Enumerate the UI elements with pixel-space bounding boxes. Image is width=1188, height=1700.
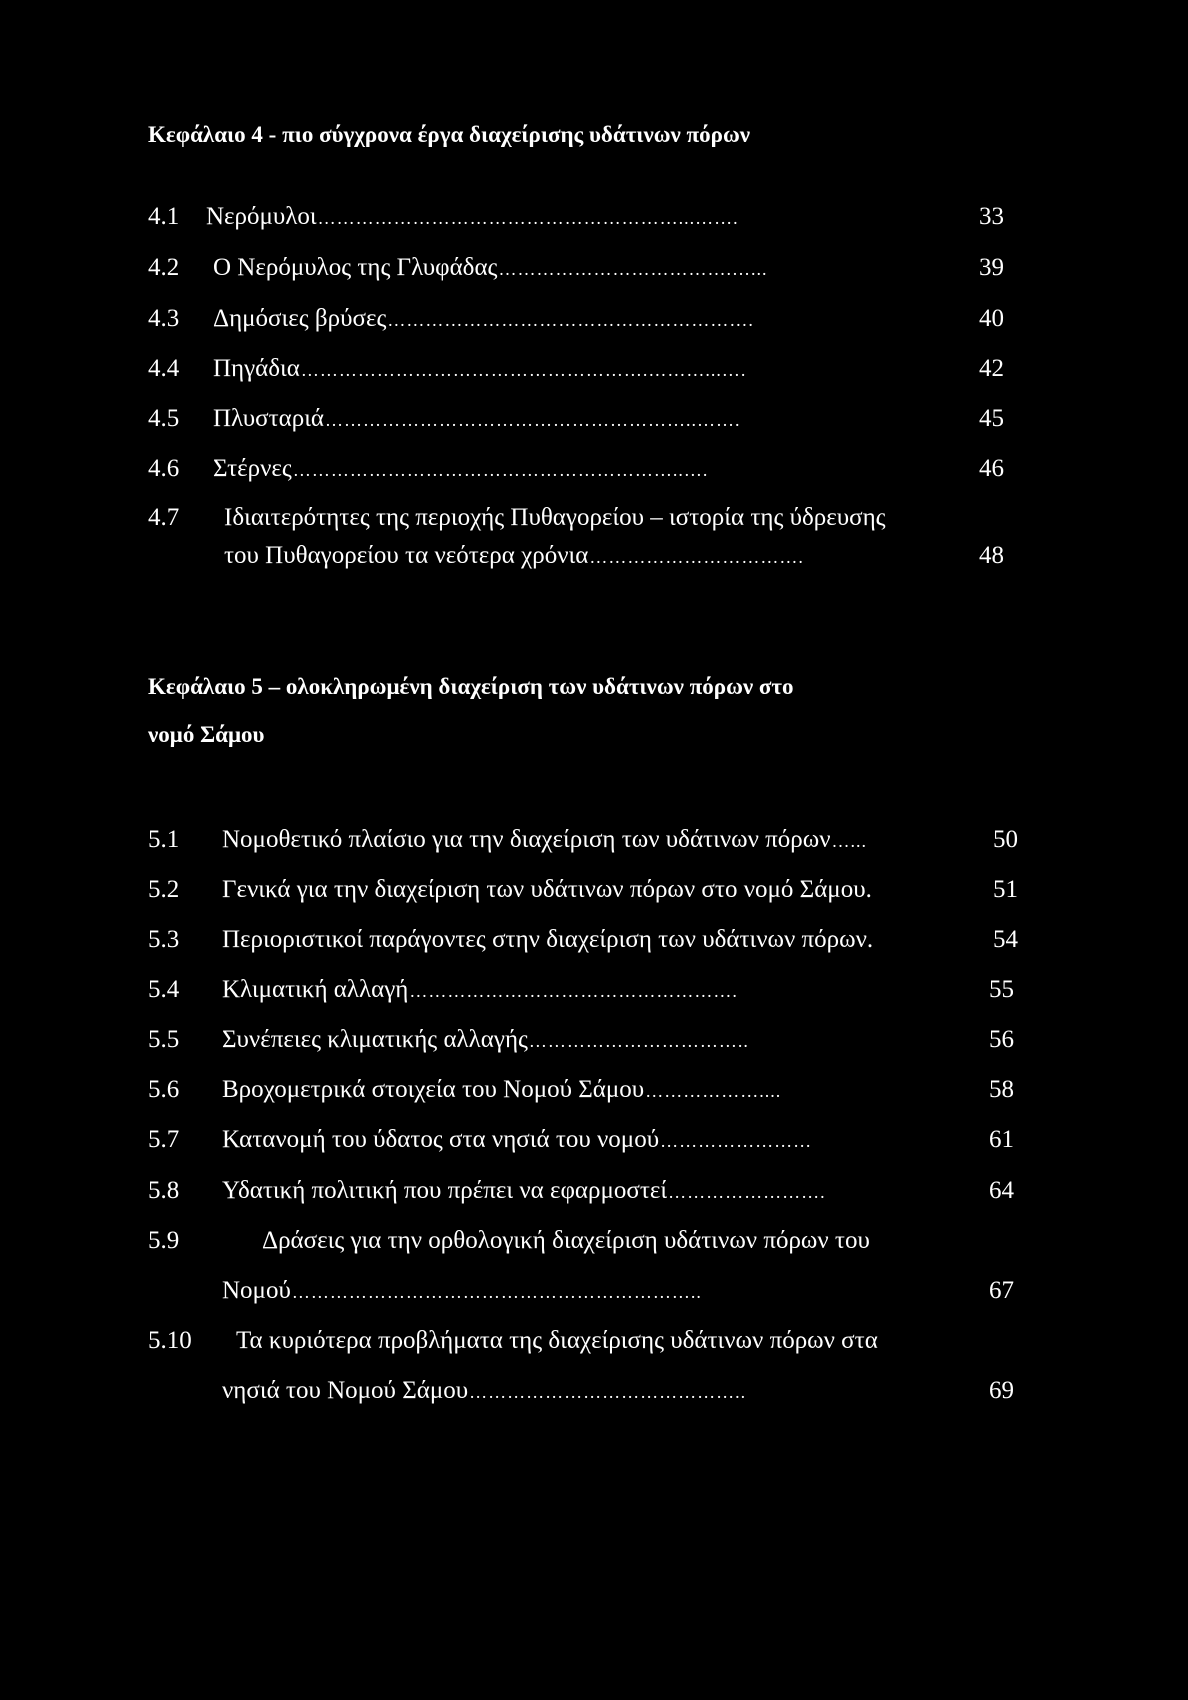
dot-leader: ……………………. [668, 1182, 826, 1202]
dot-leader: ……………………………………………….………...…. [300, 360, 747, 380]
page-number: 33 [979, 203, 1004, 230]
chapter-5-heading: Κεφάλαιο 5 – ολοκληρωμένη διαχείριση των υδάτινων πόρων στο [148, 674, 794, 699]
section-title: Κατανομή του ύδατος στα νησιά του νομού [222, 1126, 660, 1153]
section-number: 4.6 [148, 455, 180, 482]
section-number: 5.8 [148, 1177, 180, 1204]
section-title-line2: Νομού [222, 1277, 291, 1304]
section-title: Γενικά για την διαχείριση των υδάτινων πόρων στο νομό Σάμου. [222, 876, 872, 903]
section-number: 4.1 [148, 203, 180, 230]
page-number: 45 [979, 405, 1004, 432]
dot-leader: ……………………………………………………….. [291, 1282, 702, 1302]
section-title: Κλιματική αλλαγή [222, 976, 409, 1003]
dot-leader: …………………………………………………. [387, 310, 754, 330]
section-number: 4.4 [148, 355, 180, 382]
section-number: 4.2 [148, 254, 180, 281]
page-number: 67 [989, 1277, 1014, 1304]
page-number: 64 [989, 1177, 1014, 1204]
dot-leader: …………………………….. [528, 1031, 749, 1051]
page-number: 56 [989, 1026, 1014, 1053]
section-title: Στέρνες [213, 455, 292, 482]
page-number: 42 [979, 355, 1004, 382]
dot-leader: …………………… [660, 1131, 813, 1151]
section-number: 5.4 [148, 976, 180, 1003]
section-number: 5.10 [148, 1327, 192, 1354]
page-number: 46 [979, 455, 1004, 482]
section-title: Υδατική πολιτική που πρέπει να εφαρμοστεί [222, 1177, 668, 1204]
section-number: 5.7 [148, 1126, 180, 1153]
page-number: 48 [979, 542, 1004, 569]
toc-entry-5-10[interactable] [148, 1326, 1018, 1406]
section-title-line2: του Πυθαγορείου τα νεότερα χρόνια [224, 542, 589, 569]
section-title: Δημόσιες βρύσες [213, 305, 387, 332]
section-title-line2: νησιά του Νομού Σάμου [222, 1377, 469, 1404]
page-number: 55 [989, 976, 1014, 1003]
section-title: Νερόμυλοι [206, 203, 317, 230]
dot-leader: ……………………………….…... [498, 259, 768, 279]
section-title-line1: Δράσεις για την ορθολογική διαχείριση υδάτινων πόρων του [262, 1227, 870, 1254]
section-title: Πηγάδια [213, 355, 300, 382]
section-title: Ο Νερόμυλος της Γλυφάδας [213, 254, 498, 281]
page-number: 69 [989, 1377, 1014, 1404]
section-title: Συνέπειες κλιματικής αλλαγής [222, 1026, 528, 1053]
dot-leader: …………………………………….. [469, 1382, 747, 1402]
section-number: 5.9 [148, 1227, 180, 1254]
dot-leader: ……………………………………………………..…. [292, 460, 709, 480]
dot-leader: …... [831, 831, 867, 851]
section-number: 4.3 [148, 305, 180, 332]
dot-leader: ……………………………. [589, 547, 804, 567]
chapter-4-heading: Κεφάλαιο 4 - πιο σύγχρονα έργα διαχείρισης υδάτινων πόρων [148, 122, 751, 147]
section-title: Βροχομετρικά στοιχεία του Νομού Σάμου [222, 1076, 645, 1103]
section-number: 4.7 [148, 504, 180, 531]
chapter-5-heading-line2: νομό Σάμου [148, 722, 265, 747]
section-title: Νομοθετικό πλαίσιο για την διαχείριση των υδάτινων πόρων [222, 826, 831, 853]
section-title-line1: Τα κυριότερα προβλήματα της διαχείρισης υδάτινων πόρων στα [236, 1327, 878, 1354]
page-number: 58 [989, 1076, 1014, 1103]
section-number: 5.6 [148, 1076, 180, 1103]
section-number: 5.5 [148, 1026, 180, 1053]
toc-entry-4-7[interactable] [148, 503, 1018, 573]
dot-leader: ……………….... [645, 1081, 782, 1101]
section-number: 5.3 [148, 926, 180, 953]
dot-leader: …………………………………………………...……. [317, 208, 739, 228]
page-number: 39 [979, 254, 1004, 281]
section-number: 5.1 [148, 826, 180, 853]
dot-leader: ……………………………………………. [409, 981, 738, 1001]
toc-entry-5-9[interactable] [148, 1226, 1018, 1306]
dot-leader: …………………………………………………..……. [325, 410, 741, 430]
section-title: Περιοριστικοί παράγοντες στην διαχείριση των υδάτινων πόρων. [222, 926, 874, 953]
section-number: 4.5 [148, 405, 180, 432]
section-title: Πλυσταριά [213, 405, 325, 432]
page-number: 61 [989, 1126, 1014, 1153]
page-number: 50 [993, 826, 1018, 853]
page-number: 54 [993, 926, 1018, 953]
page-number: 51 [993, 876, 1018, 903]
section-number: 5.2 [148, 876, 180, 903]
section-title-line1: Ιδιαιτερότητες της περιοχής Πυθαγορείου – ιστορία της ύδρευσης [224, 504, 886, 531]
page-number: 40 [979, 305, 1004, 332]
